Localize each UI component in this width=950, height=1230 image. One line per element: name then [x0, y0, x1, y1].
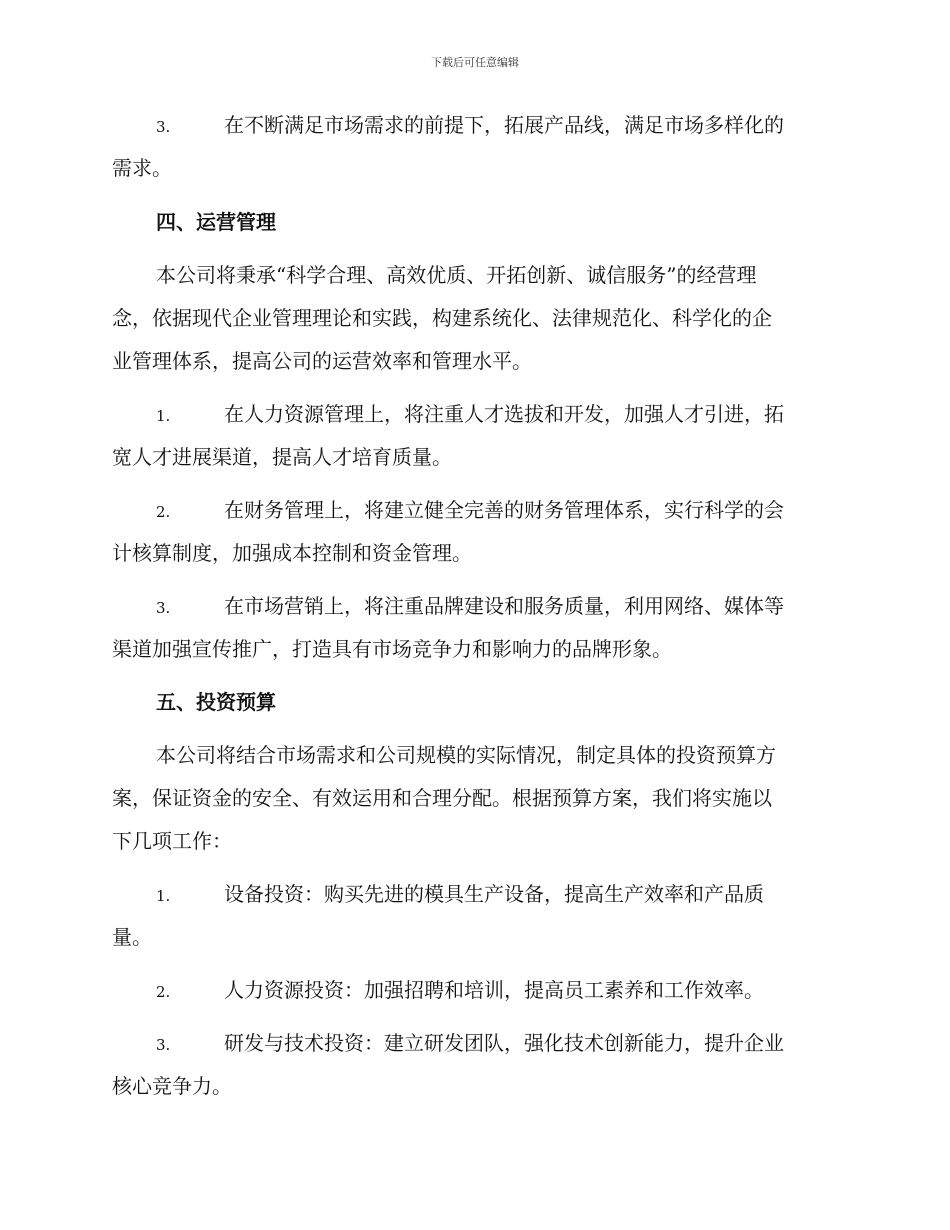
list-text-continued: 量。 [112, 925, 152, 949]
list-item [112, 489, 834, 532]
list-item [112, 585, 834, 628]
list-text-continued: 宽人才进展渠道，提高人才培育质量。 [112, 445, 452, 469]
paragraph-line: 下几项工作： [112, 829, 232, 853]
list-text-continued: 需求。 [112, 156, 172, 180]
list-text: 在不断满足市场需求的前提下，拓展产品线，满足市场多样化的 [224, 113, 784, 137]
paragraph-line: 本公司将结合市场需求和公司规模的实际情况，制定具体的投资预算方 [156, 743, 776, 767]
list-number: 3. [156, 118, 171, 136]
list-text: 设备投资：购买先进的模具生产设备，提高生产效率和产品质 [224, 882, 764, 906]
list-item [112, 393, 834, 436]
section-heading: 五、投资预算 [156, 690, 276, 714]
paragraph-line: 念，依据现代企业管理理论和实践，构建系统化、法律规范化、科学化的企 [112, 306, 772, 330]
list-item [112, 1022, 834, 1065]
list-text: 在人力资源管理上，将注重人才选拔和开发，加强人才引进，拓 [224, 402, 784, 426]
list-number: 2. [156, 983, 171, 1001]
paragraph-line: 业管理体系，提高公司的运营效率和管理水平。 [112, 349, 532, 373]
paragraph-line: 本公司将秉承“科学合理、高效优质、开拓创新、诚信服务”的经营理 [156, 263, 757, 287]
list-number: 1. [156, 887, 171, 905]
document-body [112, 104, 834, 1108]
list-text-continued: 渠道加强宣传推广，打造具有市场竞争力和影响力的品牌形象。 [112, 637, 672, 661]
list-text: 在财务管理上，将建立健全完善的财务管理体系，实行科学的会 [224, 498, 784, 522]
list-number: 3. [156, 1036, 171, 1054]
list-text-continued: 核心竞争力。 [112, 1074, 232, 1098]
list-number: 3. [156, 599, 171, 617]
list-item [112, 104, 834, 147]
list-item [112, 873, 834, 916]
page-header: 下载后可任意编辑 [431, 56, 519, 69]
paragraph-line: 案，保证资金的安全、有效运用和合理分配。根据预算方案，我们将实施以 [112, 786, 772, 810]
list-text: 人力资源投资：加强招聘和培训，提高员工素养和工作效率。 [224, 978, 764, 1002]
list-text-continued: 计核算制度，加强成本控制和资金管理。 [112, 541, 472, 565]
list-text: 在市场营销上，将注重品牌建设和服务质量，利用网络、媒体等 [224, 594, 784, 618]
list-text: 研发与技术投资：建立研发团队，强化技术创新能力，提升企业 [224, 1031, 784, 1055]
list-number: 1. [156, 407, 171, 425]
list-number: 2. [156, 503, 171, 521]
list-item [112, 969, 834, 1012]
section-heading: 四、运营管理 [156, 210, 276, 234]
